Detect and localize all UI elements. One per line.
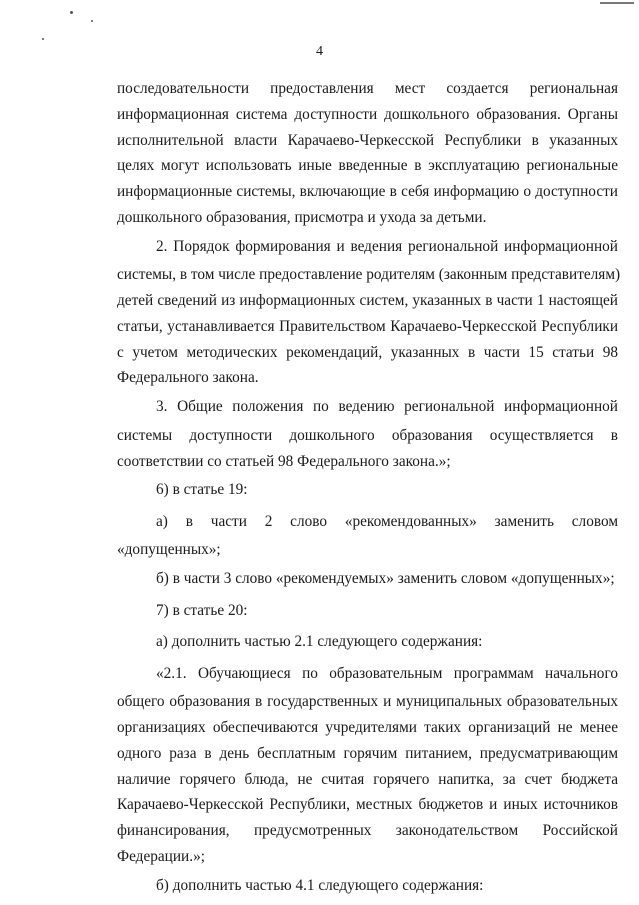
- text-line: «допущенных»;: [117, 541, 221, 559]
- text-line: последовательности предоставления мест создается региональная: [117, 80, 618, 97]
- text-line: с учетом методических рекомендаций, указанных в части 15 статьи 98: [117, 343, 618, 361]
- text-line: информационная система доступности дошкольного образования. Органы: [117, 105, 618, 123]
- item-6: 6) в статье 19:: [156, 481, 248, 499]
- paragraph-3-start: 3. Общие положения по ведению региональной информационной: [156, 398, 618, 416]
- text-line: соответствии со статьей 98 Федерального закона.»;: [117, 452, 451, 470]
- item-7b: б) дополнить частью 4.1 следующего содержания:: [156, 876, 484, 894]
- item-7a: а) дополнить частью 2.1 следующего содержания:: [156, 633, 483, 651]
- paragraph-2-start: 2. Порядок формирования и ведения региональной информационной: [156, 237, 618, 255]
- scan-speck: [91, 20, 93, 22]
- text-line: Федерального закона.: [117, 369, 259, 387]
- text-line: Карачаево-Черкесской Республики, местных бюджетов и иных источников: [117, 796, 618, 814]
- quote-2-1-start: «2.1. Обучающиеся по образовательным программам начального: [156, 664, 618, 682]
- text-line: одного раза в день бесплатным горячим питанием, предусматривающим: [117, 744, 618, 762]
- text-line: дошкольного образования, присмотра и ухода за детьми.: [117, 208, 487, 226]
- document-body: [117, 76, 621, 901]
- text-line: исполнительной власти Карачаево-Черкесской Республики в указанных: [117, 131, 618, 149]
- item-7: 7) в статье 20:: [156, 601, 248, 619]
- text-line: общего образования в государственных и муниципальных образовательных: [117, 693, 618, 711]
- text-line: наличие горячего блюда, не считая горячего напитка, за счет бюджета: [117, 770, 618, 788]
- scan-speck: [70, 11, 73, 14]
- text-line: детей сведений из информационных систем, указанных в части 1 настоящей: [117, 292, 618, 310]
- scan-speck: [42, 38, 44, 40]
- page-number: 4: [316, 44, 323, 59]
- item-6b: б) в части 3 слово «рекомендуемых» заменить словом «допущенных»;: [156, 570, 615, 588]
- scan-mark-top: [600, 2, 634, 4]
- text-line: статьи, устанавливается Правительством Карачаево-Черкесской Республики: [117, 317, 618, 335]
- text-line: системы, в том числе предоставление родителям (законным представителям): [117, 266, 621, 284]
- item-6a-start: а) в части 2 слово «рекомендованных» заменить словом: [156, 512, 618, 530]
- text-line: системы доступности дошкольного образования осуществляется в: [117, 426, 618, 444]
- text-line: финансирования, предусмотренных законодательством Российской: [117, 822, 618, 840]
- text-line: организациях обеспечиваются учредителями таких организаций не менее: [117, 718, 618, 736]
- text-line: Федерации.»;: [117, 847, 205, 865]
- text-line: целях могут использовать иные введенные в эксплуатацию региональные: [117, 157, 618, 175]
- text-line: информационные системы, включающие в себя информацию о доступности: [117, 183, 618, 201]
